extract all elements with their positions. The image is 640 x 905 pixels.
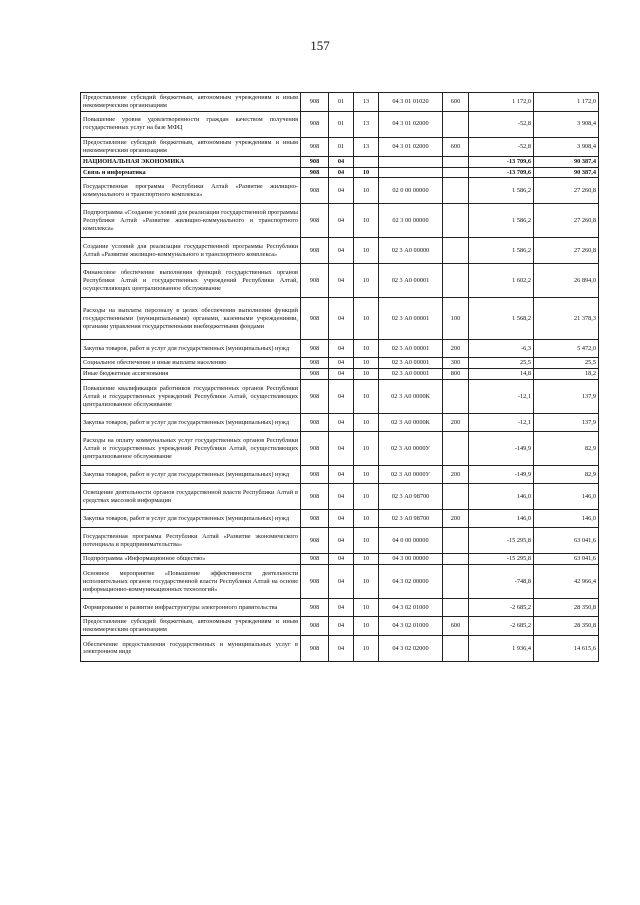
- row-ministry: 908: [301, 238, 329, 264]
- row-ministry: 908: [301, 484, 329, 510]
- row-ministry: 908: [301, 528, 329, 554]
- row-expense: [443, 204, 469, 238]
- row-ministry: 908: [301, 554, 329, 565]
- row-name: Основное мероприятие «Повышение эффективности деятельности исполнительных органов государственной власти Республики Алтай на основе информационно-коммуникационных технологий»: [81, 565, 301, 599]
- row-name: Государственная программа Республики Алтай «Развитие экономического потенциала и предпринимательства»: [81, 528, 301, 554]
- row-ministry: 908: [301, 358, 329, 369]
- row-name: Предоставление субсидий бюджетным, автономным учреждениям и иным некоммерческим организациям: [81, 617, 301, 636]
- row-section: 04: [329, 264, 354, 298]
- row-change: -15 295,8: [469, 528, 534, 554]
- row-total: 90 387,4: [534, 156, 599, 167]
- row-name: Повышение уровня удовлетворенности граждан качеством получения государственных услуг на базе МФЦ: [81, 111, 301, 137]
- table-row: [81, 264, 599, 298]
- row-subsection: 10: [354, 528, 379, 554]
- row-name: Подпрограмма «Информационное общество»: [81, 554, 301, 565]
- budget-table: [80, 92, 599, 662]
- table-row: [81, 111, 599, 137]
- row-ministry: 908: [301, 369, 329, 380]
- row-total: 27 260,8: [534, 238, 599, 264]
- row-target: 02 3 А0 0000У: [379, 466, 443, 484]
- row-ministry: 908: [301, 466, 329, 484]
- row-name: Расходы на оплату коммунальных услуг государственных органов Республики Алтай и государственных учреждений Республики Алтай, осуществляющих централизованное обслуживание: [81, 432, 301, 466]
- row-ministry: 908: [301, 137, 329, 156]
- row-change: -52,8: [469, 111, 534, 137]
- row-name: Закупка товаров, работ и услуг для государственных (муниципальных) нужд: [81, 510, 301, 528]
- row-expense: 100: [443, 298, 469, 340]
- row-target: 04 0 00 00000: [379, 528, 443, 554]
- row-total: 5 472,0: [534, 340, 599, 358]
- row-subsection: 13: [354, 93, 379, 112]
- row-change: -6,3: [469, 340, 534, 358]
- row-section: 04: [329, 358, 354, 369]
- row-total: 18,2: [534, 369, 599, 380]
- row-section: 04: [329, 484, 354, 510]
- table-row: [81, 565, 599, 599]
- row-name: Обеспечение предоставления государственных и муниципальных услуг в электронном виде: [81, 635, 301, 661]
- row-section: 04: [329, 466, 354, 484]
- row-ministry: 908: [301, 414, 329, 432]
- row-subsection: 10: [354, 414, 379, 432]
- row-total: 21 378,3: [534, 298, 599, 340]
- row-expense: [443, 484, 469, 510]
- table-row: [81, 414, 599, 432]
- row-target: 02 3 А0 0000У: [379, 432, 443, 466]
- row-change: -12,1: [469, 380, 534, 414]
- table-row: [81, 554, 599, 565]
- row-section: 04: [329, 432, 354, 466]
- row-change: -2 685,2: [469, 599, 534, 617]
- row-target: 04 3 00 00000: [379, 554, 443, 565]
- row-expense: [443, 167, 469, 178]
- row-change: 1 586,2: [469, 238, 534, 264]
- row-total: 137,9: [534, 380, 599, 414]
- row-target: 02 3 А0 0000К: [379, 414, 443, 432]
- row-expense: [443, 599, 469, 617]
- row-name: Создание условий для реализации государственной программы Республики Алтай «Развитие жилищно-коммунального и транспортного комплекса»: [81, 238, 301, 264]
- row-name: Иные бюджетные ассигнования: [81, 369, 301, 380]
- row-target: 02 0 00 00000: [379, 178, 443, 204]
- row-subsection: 10: [354, 565, 379, 599]
- row-ministry: 908: [301, 167, 329, 178]
- table-row: [81, 484, 599, 510]
- row-expense: 200: [443, 466, 469, 484]
- row-section: 04: [329, 599, 354, 617]
- row-expense: 200: [443, 414, 469, 432]
- row-name: Расходы на выплаты персоналу в целях обеспечения выполнения функций государственными (муниципальными) органами, казенными учреждениями, органами управления государственными внебюджетными фондами: [81, 298, 301, 340]
- row-subsection: 10: [354, 466, 379, 484]
- row-total: 90 387,4: [534, 167, 599, 178]
- row-target: 02 3 А0 00001: [379, 369, 443, 380]
- row-ministry: 908: [301, 635, 329, 661]
- row-target: [379, 156, 443, 167]
- row-subsection: 10: [354, 358, 379, 369]
- row-target: 02 3 А0 00000: [379, 238, 443, 264]
- row-name: Освещение деятельности органов государственной власти Республики Алтай в средствах массовой информации: [81, 484, 301, 510]
- row-change: -748,8: [469, 565, 534, 599]
- table-row: [81, 466, 599, 484]
- row-change: 14,8: [469, 369, 534, 380]
- row-section: 04: [329, 204, 354, 238]
- page-number: 157: [310, 38, 330, 53]
- table-row: [81, 380, 599, 414]
- row-expense: [443, 264, 469, 298]
- row-section: 01: [329, 111, 354, 137]
- row-subsection: 10: [354, 432, 379, 466]
- row-target: 02 3 А0 00001: [379, 358, 443, 369]
- row-expense: [443, 178, 469, 204]
- table-row: [81, 137, 599, 156]
- row-expense: 200: [443, 340, 469, 358]
- row-total: 1 172,0: [534, 93, 599, 112]
- row-expense: 600: [443, 137, 469, 156]
- row-total: 3 908,4: [534, 111, 599, 137]
- row-change: 1 586,2: [469, 178, 534, 204]
- row-ministry: 908: [301, 380, 329, 414]
- table-row: [81, 369, 599, 380]
- row-subsection: 10: [354, 340, 379, 358]
- row-subsection: 10: [354, 369, 379, 380]
- row-ministry: 908: [301, 178, 329, 204]
- row-name: Предоставление субсидий бюджетным, автономным учреждениям и иным некоммерческим организациям: [81, 93, 301, 112]
- table-row: [81, 298, 599, 340]
- row-name: Финансовое обеспечение выполнения функций государственных органов Республики Алтай и государственных учреждений Республики Алтай, осуществляющих централизованное обслуживание: [81, 264, 301, 298]
- table-row: [81, 358, 599, 369]
- row-total: 63 041,6: [534, 528, 599, 554]
- row-total: 3 908,4: [534, 137, 599, 156]
- row-change: 1 936,4: [469, 635, 534, 661]
- row-subsection: 10: [354, 635, 379, 661]
- row-total: 28 350,8: [534, 599, 599, 617]
- row-ministry: 908: [301, 298, 329, 340]
- row-change: 1 586,2: [469, 204, 534, 238]
- row-target: 02 3 А0 00001: [379, 264, 443, 298]
- row-subsection: 10: [354, 484, 379, 510]
- table-row: [81, 204, 599, 238]
- row-total: 27 260,8: [534, 178, 599, 204]
- row-expense: [443, 528, 469, 554]
- row-expense: [443, 432, 469, 466]
- row-total: 25,5: [534, 358, 599, 369]
- row-target: [379, 167, 443, 178]
- table-row: [81, 167, 599, 178]
- row-section: 04: [329, 414, 354, 432]
- row-name: НАЦИОНАЛЬНАЯ ЭКОНОМИКА: [81, 156, 301, 167]
- row-subsection: 10: [354, 204, 379, 238]
- table-row: [81, 340, 599, 358]
- row-expense: [443, 238, 469, 264]
- table-row: [81, 432, 599, 466]
- row-change: -13 709,6: [469, 156, 534, 167]
- row-change: -12,1: [469, 414, 534, 432]
- row-subsection: 10: [354, 298, 379, 340]
- row-section: 04: [329, 298, 354, 340]
- row-expense: [443, 554, 469, 565]
- row-ministry: 908: [301, 111, 329, 137]
- row-section: 04: [329, 156, 354, 167]
- row-expense: [443, 156, 469, 167]
- row-name: Социальное обеспечение и иные выплаты населению: [81, 358, 301, 369]
- row-section: 04: [329, 635, 354, 661]
- row-expense: 200: [443, 510, 469, 528]
- row-change: -149,9: [469, 432, 534, 466]
- row-section: 04: [329, 565, 354, 599]
- row-expense: [443, 111, 469, 137]
- row-change: 1 602,2: [469, 264, 534, 298]
- row-subsection: 13: [354, 111, 379, 137]
- row-section: 01: [329, 93, 354, 112]
- row-subsection: 10: [354, 554, 379, 565]
- row-name: Предоставление субсидий бюджетным, автономным учреждениям и иным некоммерческим организациям: [81, 137, 301, 156]
- row-expense: [443, 635, 469, 661]
- row-name: Повышение квалификации работников государственных органов Республики Алтай и государственных учреждений Республики Алтай, осуществляющих централизованное обслуживание: [81, 380, 301, 414]
- table-row: [81, 238, 599, 264]
- row-target: 04 3 01 01020: [379, 93, 443, 112]
- row-ministry: 908: [301, 565, 329, 599]
- row-subsection: 10: [354, 178, 379, 204]
- row-total: 14 615,6: [534, 635, 599, 661]
- row-ministry: 908: [301, 204, 329, 238]
- row-target: 02 3 00 00000: [379, 204, 443, 238]
- row-section: 04: [329, 380, 354, 414]
- row-total: 27 260,8: [534, 204, 599, 238]
- row-subsection: 10: [354, 264, 379, 298]
- row-change: -52,8: [469, 137, 534, 156]
- row-ministry: 908: [301, 156, 329, 167]
- row-target: 04 3 02 00000: [379, 565, 443, 599]
- row-section: 04: [329, 510, 354, 528]
- row-subsection: 10: [354, 238, 379, 264]
- row-expense: 600: [443, 93, 469, 112]
- row-change: -149,9: [469, 466, 534, 484]
- row-ministry: 908: [301, 432, 329, 466]
- row-section: 04: [329, 554, 354, 565]
- row-change: 1 172,0: [469, 93, 534, 112]
- row-change: -2 685,2: [469, 617, 534, 636]
- row-change: 146,0: [469, 510, 534, 528]
- row-section: 04: [329, 167, 354, 178]
- row-name: Закупка товаров, работ и услуг для государственных (муниципальных) нужд: [81, 466, 301, 484]
- row-target: 02 3 А0 98700: [379, 484, 443, 510]
- row-subsection: 10: [354, 617, 379, 636]
- row-expense: [443, 565, 469, 599]
- row-target: 02 3 А0 00001: [379, 340, 443, 358]
- row-subsection: 10: [354, 380, 379, 414]
- table-row: [81, 178, 599, 204]
- row-subsection: [354, 156, 379, 167]
- row-total: 137,9: [534, 414, 599, 432]
- row-name: Подпрограмма «Создание условий для реализации государственной программы Республики Алтай «Развитие жилищно-коммунального и транспортного комплекса»: [81, 204, 301, 238]
- row-ministry: 908: [301, 599, 329, 617]
- row-total: 146,0: [534, 510, 599, 528]
- row-name: Закупка товаров, работ и услуг для государственных (муниципальных) нужд: [81, 340, 301, 358]
- row-subsection: 10: [354, 599, 379, 617]
- row-change: -15 295,8: [469, 554, 534, 565]
- row-subsection: 10: [354, 167, 379, 178]
- row-name: Связь и информатика: [81, 167, 301, 178]
- row-name: Формирование и развитие инфраструктуры электронного правительства: [81, 599, 301, 617]
- row-ministry: 908: [301, 617, 329, 636]
- table-row: [81, 93, 599, 112]
- row-target: 02 3 А0 00001: [379, 298, 443, 340]
- row-name: Государственная программа Республики Алтай «Развитие жилищно-коммунального и транспортного комплекса»: [81, 178, 301, 204]
- table-row: [81, 599, 599, 617]
- row-total: 63 041,6: [534, 554, 599, 565]
- row-change: 25,5: [469, 358, 534, 369]
- row-total: 82,9: [534, 432, 599, 466]
- row-total: 82,9: [534, 466, 599, 484]
- row-target: 02 3 А0 0000К: [379, 380, 443, 414]
- row-expense: 600: [443, 617, 469, 636]
- row-target: 04 3 01 02000: [379, 111, 443, 137]
- row-target: 04 3 02 01000: [379, 599, 443, 617]
- table-row: [81, 510, 599, 528]
- row-ministry: 908: [301, 264, 329, 298]
- row-section: 04: [329, 178, 354, 204]
- row-expense: [443, 380, 469, 414]
- row-target: 02 3 А0 98700: [379, 510, 443, 528]
- row-total: 42 966,4: [534, 565, 599, 599]
- row-total: 26 894,0: [534, 264, 599, 298]
- row-target: 04 3 02 02000: [379, 635, 443, 661]
- row-ministry: 908: [301, 340, 329, 358]
- row-change: 1 568,2: [469, 298, 534, 340]
- row-section: 04: [329, 369, 354, 380]
- table-row: [81, 617, 599, 636]
- row-section: 04: [329, 340, 354, 358]
- row-subsection: 10: [354, 510, 379, 528]
- row-section: 01: [329, 137, 354, 156]
- row-ministry: 908: [301, 93, 329, 112]
- row-expense: 300: [443, 358, 469, 369]
- row-expense: 800: [443, 369, 469, 380]
- row-target: 04 3 01 02000: [379, 137, 443, 156]
- row-change: 146,0: [469, 484, 534, 510]
- row-change: -13 709,6: [469, 167, 534, 178]
- table-row: [81, 635, 599, 661]
- row-total: 146,0: [534, 484, 599, 510]
- row-ministry: 908: [301, 510, 329, 528]
- table-row: [81, 528, 599, 554]
- row-total: 28 350,8: [534, 617, 599, 636]
- table-row: [81, 156, 599, 167]
- row-target: 04 3 02 01000: [379, 617, 443, 636]
- row-section: 04: [329, 617, 354, 636]
- row-subsection: 13: [354, 137, 379, 156]
- row-section: 04: [329, 528, 354, 554]
- row-name: Закупка товаров, работ и услуг для государственных (муниципальных) нужд: [81, 414, 301, 432]
- row-section: 04: [329, 238, 354, 264]
